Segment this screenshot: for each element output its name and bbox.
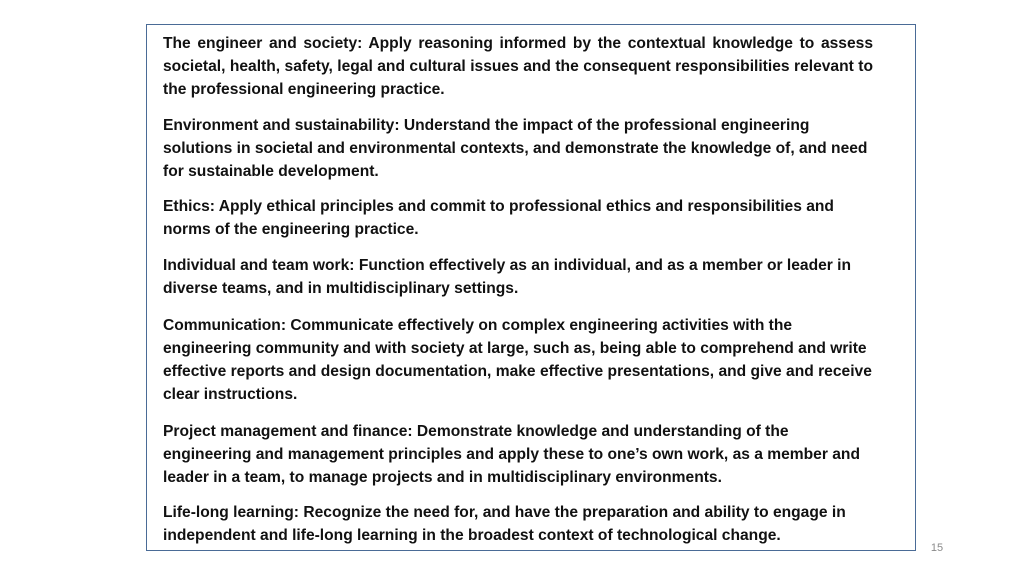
outcome-environment-and-sustainability: Environment and sustainability: Understand the impact of the professional engineering solutions in societal and environmental contexts, and demonstrate the knowledge of, and need for sustainable development. — [163, 117, 868, 180]
outcome-project-management-and-finance: Project management and finance: Demonstrate knowledge and understanding of the engineering and management principles and apply these to one’s own work, as a member and leader in a team, to manage projects and in multidisciplinary environments. — [163, 423, 860, 486]
outcome-life-long-learning: Life-long learning: Recognize the need for, and have the preparation and ability to engage in independent and life-long learning in the broadest context of technological change. — [163, 504, 846, 544]
outcome-individual-and-team-work: Individual and team work: Function effectively as an individual, and as a member or leader in diverse teams, and in multidisciplinary settings. — [163, 257, 852, 297]
outcome-engineer-and-society: The engineer and society: Apply reasoning informed by the contextual knowledge to assess societal, health, safety, legal and cultural issues and the consequent responsibilities relevant to the professional engineering practice. — [163, 35, 873, 98]
page-number: 15 — [930, 542, 944, 554]
outcome-ethics: Ethics: Apply ethical principles and commit to professional ethics and responsibilities and norms of the engineering practice. — [163, 198, 834, 238]
outcome-communication: Communication: Communicate effectively on complex engineering activities with the engineering community and with society at large, such as, being able to comprehend and write effective reports and design documentation, make effective presentations, and give and receive clear instructions. — [163, 317, 872, 403]
outcomes-text-box — [146, 24, 916, 551]
